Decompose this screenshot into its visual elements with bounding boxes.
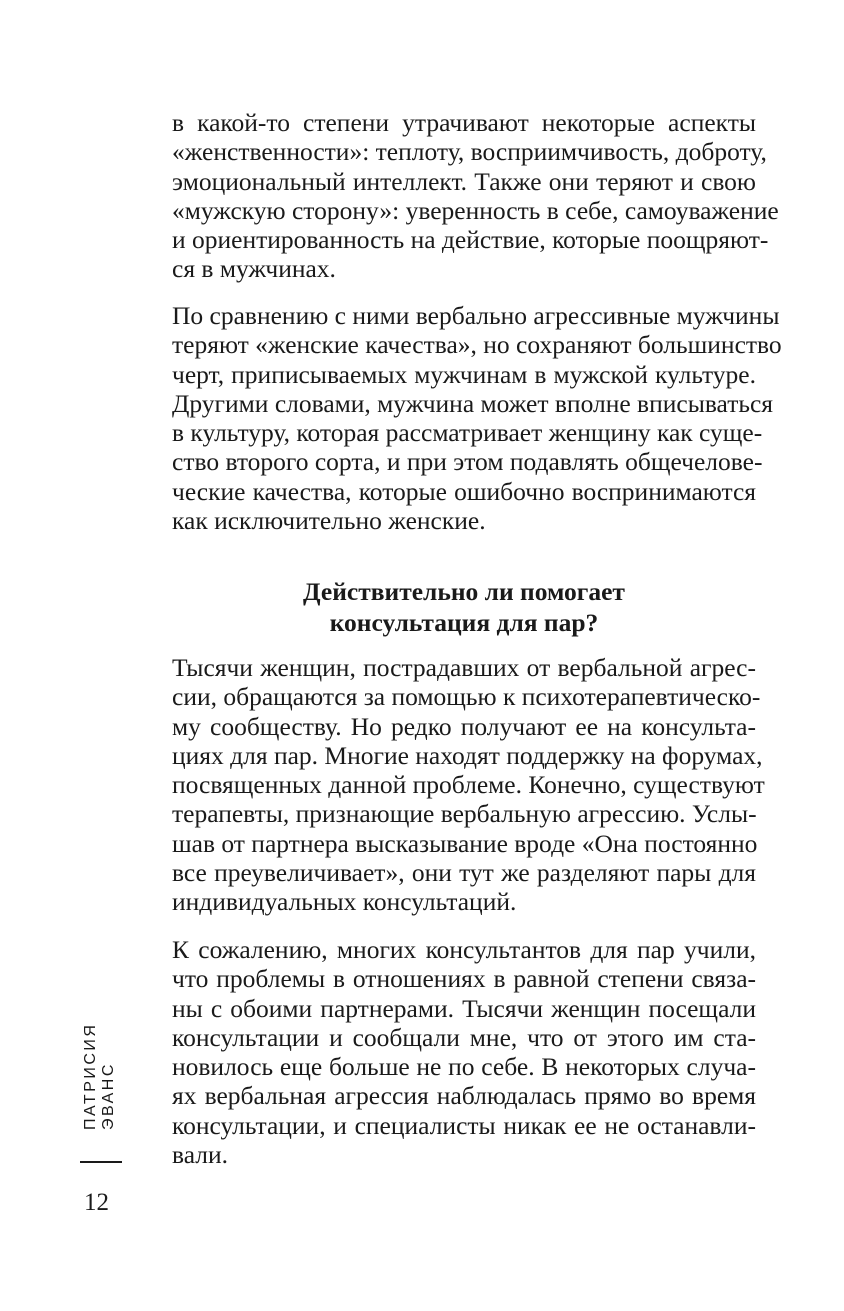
- paragraph-1: [172, 108, 779, 284]
- text-line: Другими словами, мужчина может вполне вписываться: [172, 388, 774, 418]
- text-line: ях вербальная агрессия наблюдалась прямо во время: [172, 1081, 756, 1111]
- text-line: По сравнению с ними вербально агрессивные мужчины: [172, 301, 780, 330]
- text-line: ство второго сорта, и при этом подавлять общечелове-: [172, 447, 763, 477]
- text-line: консультации и сообщали мне, что от этого им ста-: [172, 1022, 756, 1052]
- text-line: ся в мужчинах.: [172, 254, 336, 284]
- text-line: ческие качества, которые ошибочно воспринимаются: [172, 476, 756, 506]
- text-line: все преувеличивает», они тут же разделяют пары для: [172, 858, 756, 888]
- text-line: консультации, и специалисты никак ее не останавли-: [172, 1110, 756, 1140]
- text-line: сии, обращаются за помощью к психотерапевтическо-: [172, 682, 761, 712]
- paragraph-3: [172, 653, 765, 917]
- footer-rule: [80, 1161, 122, 1163]
- text-line: му сообществу. Но редко получают ее на консульта-: [172, 711, 756, 741]
- text-line: «женственности»: теплоту, восприимчивость, доброту,: [172, 137, 767, 167]
- text-line: вали.: [172, 1140, 228, 1170]
- text-line: индивидуальных консультаций.: [172, 887, 517, 917]
- text-line: «мужскую сторону»: уверенность в себе, самоуважение: [172, 195, 779, 225]
- text-line: теряют «женские качества», но сохраняют большинство: [172, 330, 782, 360]
- text-line: что проблемы в отношениях в равной степени связа-: [172, 964, 756, 994]
- text-line: Тысячи женщин, пострадавших от вербальной агрес-: [172, 653, 756, 682]
- text-line: новилось еще больше не по себе. В некоторых случа-: [172, 1052, 756, 1082]
- text-line: как исключительно женские.: [172, 506, 486, 536]
- text-line: и ориентированность на действие, которые поощряют-: [172, 225, 769, 255]
- running-head-author: ПАТРИСИЯ ЭВАНС: [82, 1022, 117, 1130]
- text-line: черт, приписываемых мужчинам в мужской культуре.: [172, 359, 756, 389]
- text-line: ны с обоими партнерами. Тысячи женщин посещали: [172, 993, 756, 1023]
- section-heading: [172, 576, 756, 638]
- paragraph-2: [172, 301, 782, 536]
- heading-line: консультация для пар?: [329, 608, 599, 637]
- heading-line: Действительно ли помогает: [303, 577, 625, 606]
- text-line: шав от партнера высказывание вроде «Она постоянно: [172, 828, 758, 858]
- text-line: посвященных данной проблеме. Конечно, существуют: [172, 770, 765, 800]
- page-number: 12: [84, 1189, 109, 1216]
- text-line: в какой-то степени утрачивают некоторые аспекты: [172, 108, 756, 137]
- text-line: терапевты, признающие вербальную агрессию. Услы-: [172, 799, 757, 829]
- text-line: эмоциональный интеллект. Также они теряют и свою: [172, 166, 756, 196]
- text-line: циях для пар. Многие находят поддержку на форумах,: [172, 740, 763, 770]
- text-line: К сожалению, многих консультантов для пар учили,: [172, 935, 756, 964]
- paragraph-4: [172, 935, 756, 1169]
- text-line: в культуру, которая рассматривает женщину как суще-: [172, 418, 763, 448]
